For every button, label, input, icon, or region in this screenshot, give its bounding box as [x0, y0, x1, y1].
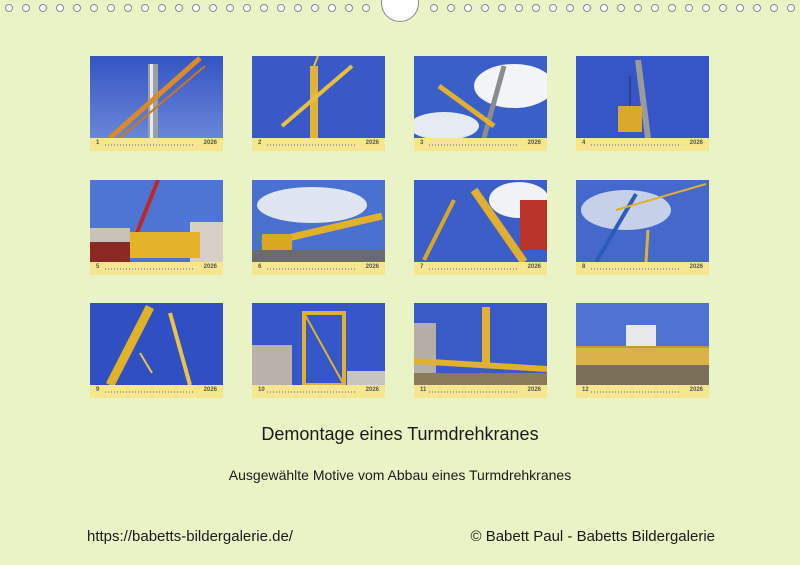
- binding-hole: [243, 4, 251, 12]
- day-ticks: [267, 144, 357, 146]
- month-year: 2026: [365, 264, 379, 270]
- day-ticks: [591, 144, 681, 146]
- month-strip-9: [90, 385, 223, 398]
- binding-hole: [158, 4, 166, 12]
- month-thumbnail-11[interactable]: [414, 303, 547, 398]
- month-number: 6: [258, 264, 262, 270]
- day-ticks: [591, 391, 681, 393]
- month-strip-3: [414, 138, 547, 151]
- binding-hole: [124, 4, 132, 12]
- binding-hole: [566, 4, 574, 12]
- binding-hole: [634, 4, 642, 12]
- binding-hole: [702, 4, 710, 12]
- month-number: 3: [420, 140, 424, 146]
- month-number: 5: [96, 264, 100, 270]
- month-year: 2026: [527, 264, 541, 270]
- binding-hole: [209, 4, 217, 12]
- month-photo-5: [90, 180, 223, 262]
- month-photo-8: [576, 180, 709, 262]
- binding-hole: [481, 4, 489, 12]
- binding-hole: [685, 4, 693, 12]
- month-year: 2026: [527, 140, 541, 146]
- month-number: 12: [582, 387, 589, 393]
- month-thumbnail-3[interactable]: [414, 56, 547, 151]
- day-ticks: [105, 268, 195, 270]
- month-photo-2: [252, 56, 385, 138]
- binding-hole: [617, 4, 625, 12]
- month-photo-11: [414, 303, 547, 385]
- binding-hole: [532, 4, 540, 12]
- binding-hole: [515, 4, 523, 12]
- month-year: 2026: [689, 387, 703, 393]
- binding-hole: [141, 4, 149, 12]
- month-thumbnail-2[interactable]: [252, 56, 385, 151]
- month-photo-4: [576, 56, 709, 138]
- binding-hole: [600, 4, 608, 12]
- calendar-subtitle: Ausgewählte Motive vom Abbau eines Turmdrehkranes: [228, 467, 572, 483]
- binding-hole: [345, 4, 353, 12]
- month-strip-2: [252, 138, 385, 151]
- binding-hole: [328, 4, 336, 12]
- month-strip-4: [576, 138, 709, 151]
- month-year: 2026: [365, 140, 379, 146]
- month-thumbnail-10[interactable]: [252, 303, 385, 398]
- month-year: 2026: [203, 264, 217, 270]
- month-thumbnail-12[interactable]: [576, 303, 709, 398]
- month-year: 2026: [527, 387, 541, 393]
- day-ticks: [267, 268, 357, 270]
- thumbnail-grid: [90, 56, 710, 396]
- binding-hole: [294, 4, 302, 12]
- binding-hole: [73, 4, 81, 12]
- binding-hole: [192, 4, 200, 12]
- binding-hole: [90, 4, 98, 12]
- binding-hole: [39, 4, 47, 12]
- binding-hole: [56, 4, 64, 12]
- binding-hole: [277, 4, 285, 12]
- day-ticks: [429, 391, 519, 393]
- binding-hole: [498, 4, 506, 12]
- calendar-title: Demontage eines Turmdrehkranes: [261, 424, 539, 444]
- binding-hole: [447, 4, 455, 12]
- month-strip-8: [576, 262, 709, 275]
- month-photo-7: [414, 180, 547, 262]
- month-thumbnail-9[interactable]: [90, 303, 223, 398]
- month-year: 2026: [689, 140, 703, 146]
- day-ticks: [267, 391, 357, 393]
- binding-hole: [5, 4, 13, 12]
- month-strip-5: [90, 262, 223, 275]
- month-number: 7: [420, 264, 424, 270]
- month-thumbnail-1[interactable]: [90, 56, 223, 151]
- binding-hole: [175, 4, 183, 12]
- day-ticks: [105, 391, 195, 393]
- month-strip-11: [414, 385, 547, 398]
- binding-hole: [583, 4, 591, 12]
- binding-hole: [311, 4, 319, 12]
- month-thumbnail-4[interactable]: [576, 56, 709, 151]
- binding-hole: [464, 4, 472, 12]
- month-number: 10: [258, 387, 265, 393]
- month-number: 4: [582, 140, 586, 146]
- month-number: 8: [582, 264, 586, 270]
- month-year: 2026: [203, 387, 217, 393]
- binding-hole: [770, 4, 778, 12]
- binding-holes: [0, 4, 800, 14]
- month-year: 2026: [689, 264, 703, 270]
- day-ticks: [429, 144, 519, 146]
- month-strip-1: [90, 138, 223, 151]
- day-ticks: [591, 268, 681, 270]
- binding-hole: [787, 4, 795, 12]
- month-thumbnail-5[interactable]: [90, 180, 223, 275]
- month-year: 2026: [365, 387, 379, 393]
- binding-hole: [260, 4, 268, 12]
- month-strip-6: [252, 262, 385, 275]
- month-year: 2026: [203, 140, 217, 146]
- binding-hole: [226, 4, 234, 12]
- month-number: 9: [96, 387, 100, 393]
- month-number: 11: [420, 387, 427, 393]
- binding-hole: [719, 4, 727, 12]
- binding-hole: [753, 4, 761, 12]
- binding-hole: [22, 4, 30, 12]
- month-strip-10: [252, 385, 385, 398]
- month-strip-7: [414, 262, 547, 275]
- day-ticks: [105, 144, 195, 146]
- month-thumbnail-6[interactable]: [252, 180, 385, 275]
- binding-hole: [668, 4, 676, 12]
- binding-hole: [107, 4, 115, 12]
- month-photo-1: [90, 56, 223, 138]
- month-photo-6: [252, 180, 385, 262]
- month-thumbnail-7[interactable]: [414, 180, 547, 275]
- binding-hole: [430, 4, 438, 12]
- binding-hole: [651, 4, 659, 12]
- binding-hole: [549, 4, 557, 12]
- website-url[interactable]: https://babetts-bildergalerie.de/: [87, 528, 293, 545]
- month-photo-12: [576, 303, 709, 385]
- month-photo-9: [90, 303, 223, 385]
- month-photo-10: [252, 303, 385, 385]
- binding-hole: [736, 4, 744, 12]
- month-strip-12: [576, 385, 709, 398]
- hanger-cutout: [381, 0, 419, 22]
- day-ticks: [429, 268, 519, 270]
- binding-hole: [362, 4, 370, 12]
- month-number: 2: [258, 140, 262, 146]
- month-thumbnail-8[interactable]: [576, 180, 709, 275]
- month-number: 1: [96, 140, 100, 146]
- month-photo-3: [414, 56, 547, 138]
- copyright-notice: © Babett Paul - Babetts Bildergalerie: [470, 528, 715, 545]
